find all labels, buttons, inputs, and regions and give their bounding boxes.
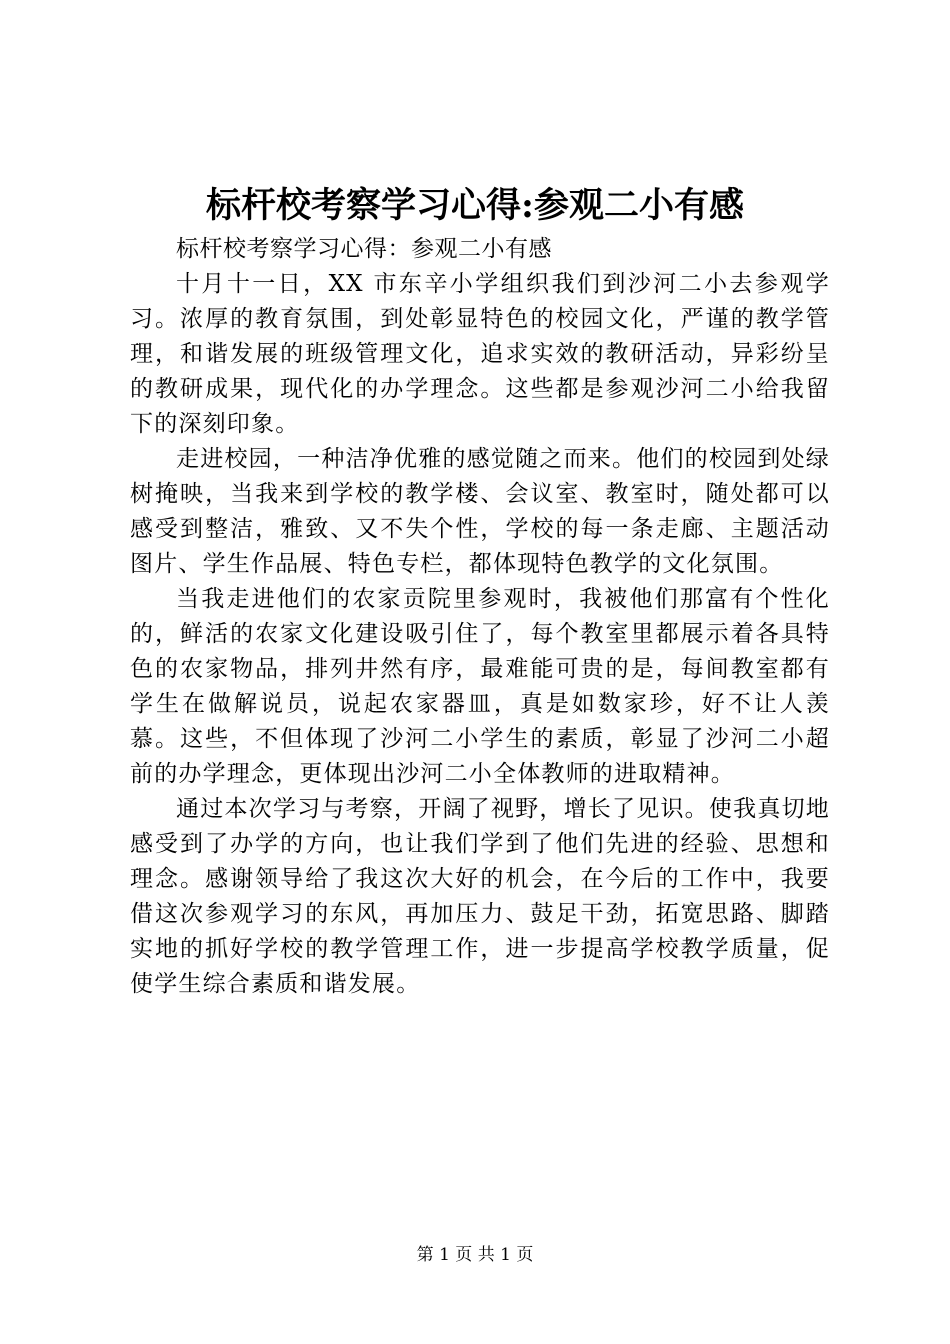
document-subtitle: 标杆校考察学习心得：参观二小有感: [176, 236, 552, 262]
paragraph-3: 当我走进他们的农家贡院里参观时，我被他们那富有个性化的，鲜活的农家文化建设吸引住了，每个教室里都展示着各具特色的农家物品，排列井然有序，最难能可贵的是，每间教室都有学生在做解说员，说起农家器皿，真是如数家珍，好不让人羡慕。这些，不但体现了沙河二小学生的素质，彰显了沙河二小超前的办学理念，更体现出沙河二小全体教师的进取精神。: [130, 586, 830, 787]
paragraph-4: 通过本次学习与考察，开阔了视野，增长了见识。使我真切地感受到了办学的方向，也让我们学到了他们先进的经验、思想和理念。感谢领导给了我这次大好的机会，在今后的工作中，我要借这次参观学习的东风，再加压力、鼓足干劲，拓宽思路、脚踏实地的抓好学校的教学管理工作，进一步提高学校教学质量，促使学生综合素质和谐发展。: [130, 796, 830, 997]
paragraph-2: 走进校园，一种洁净优雅的感觉随之而来。他们的校园到处绿树掩映，当我来到学校的教学楼、会议室、教室时，随处都可以感受到整洁，雅致、又不失个性，学校的每一条走廊、主题活动图片、学生作品展、特色专栏，都体现特色教学的文化氛围。: [130, 446, 830, 577]
document-title: 标杆校考察学习心得:参观二小有感: [206, 185, 744, 226]
page-footer: 第 1 页 共 1 页: [416, 1245, 534, 1265]
document-body: [130, 232, 830, 1002]
paragraph-1: 十月十一日，XX 市东辛小学组织我们到沙河二小去参观学习。浓厚的教育氛围，到处彰显特色的校园文化，严谨的教学管理，和谐发展的班级管理文化，追求实效的教研活动，异彩纷呈的教研成果，现代化的办学理念。这些都是参观沙河二小给我留下的深刻印象。: [130, 271, 830, 437]
